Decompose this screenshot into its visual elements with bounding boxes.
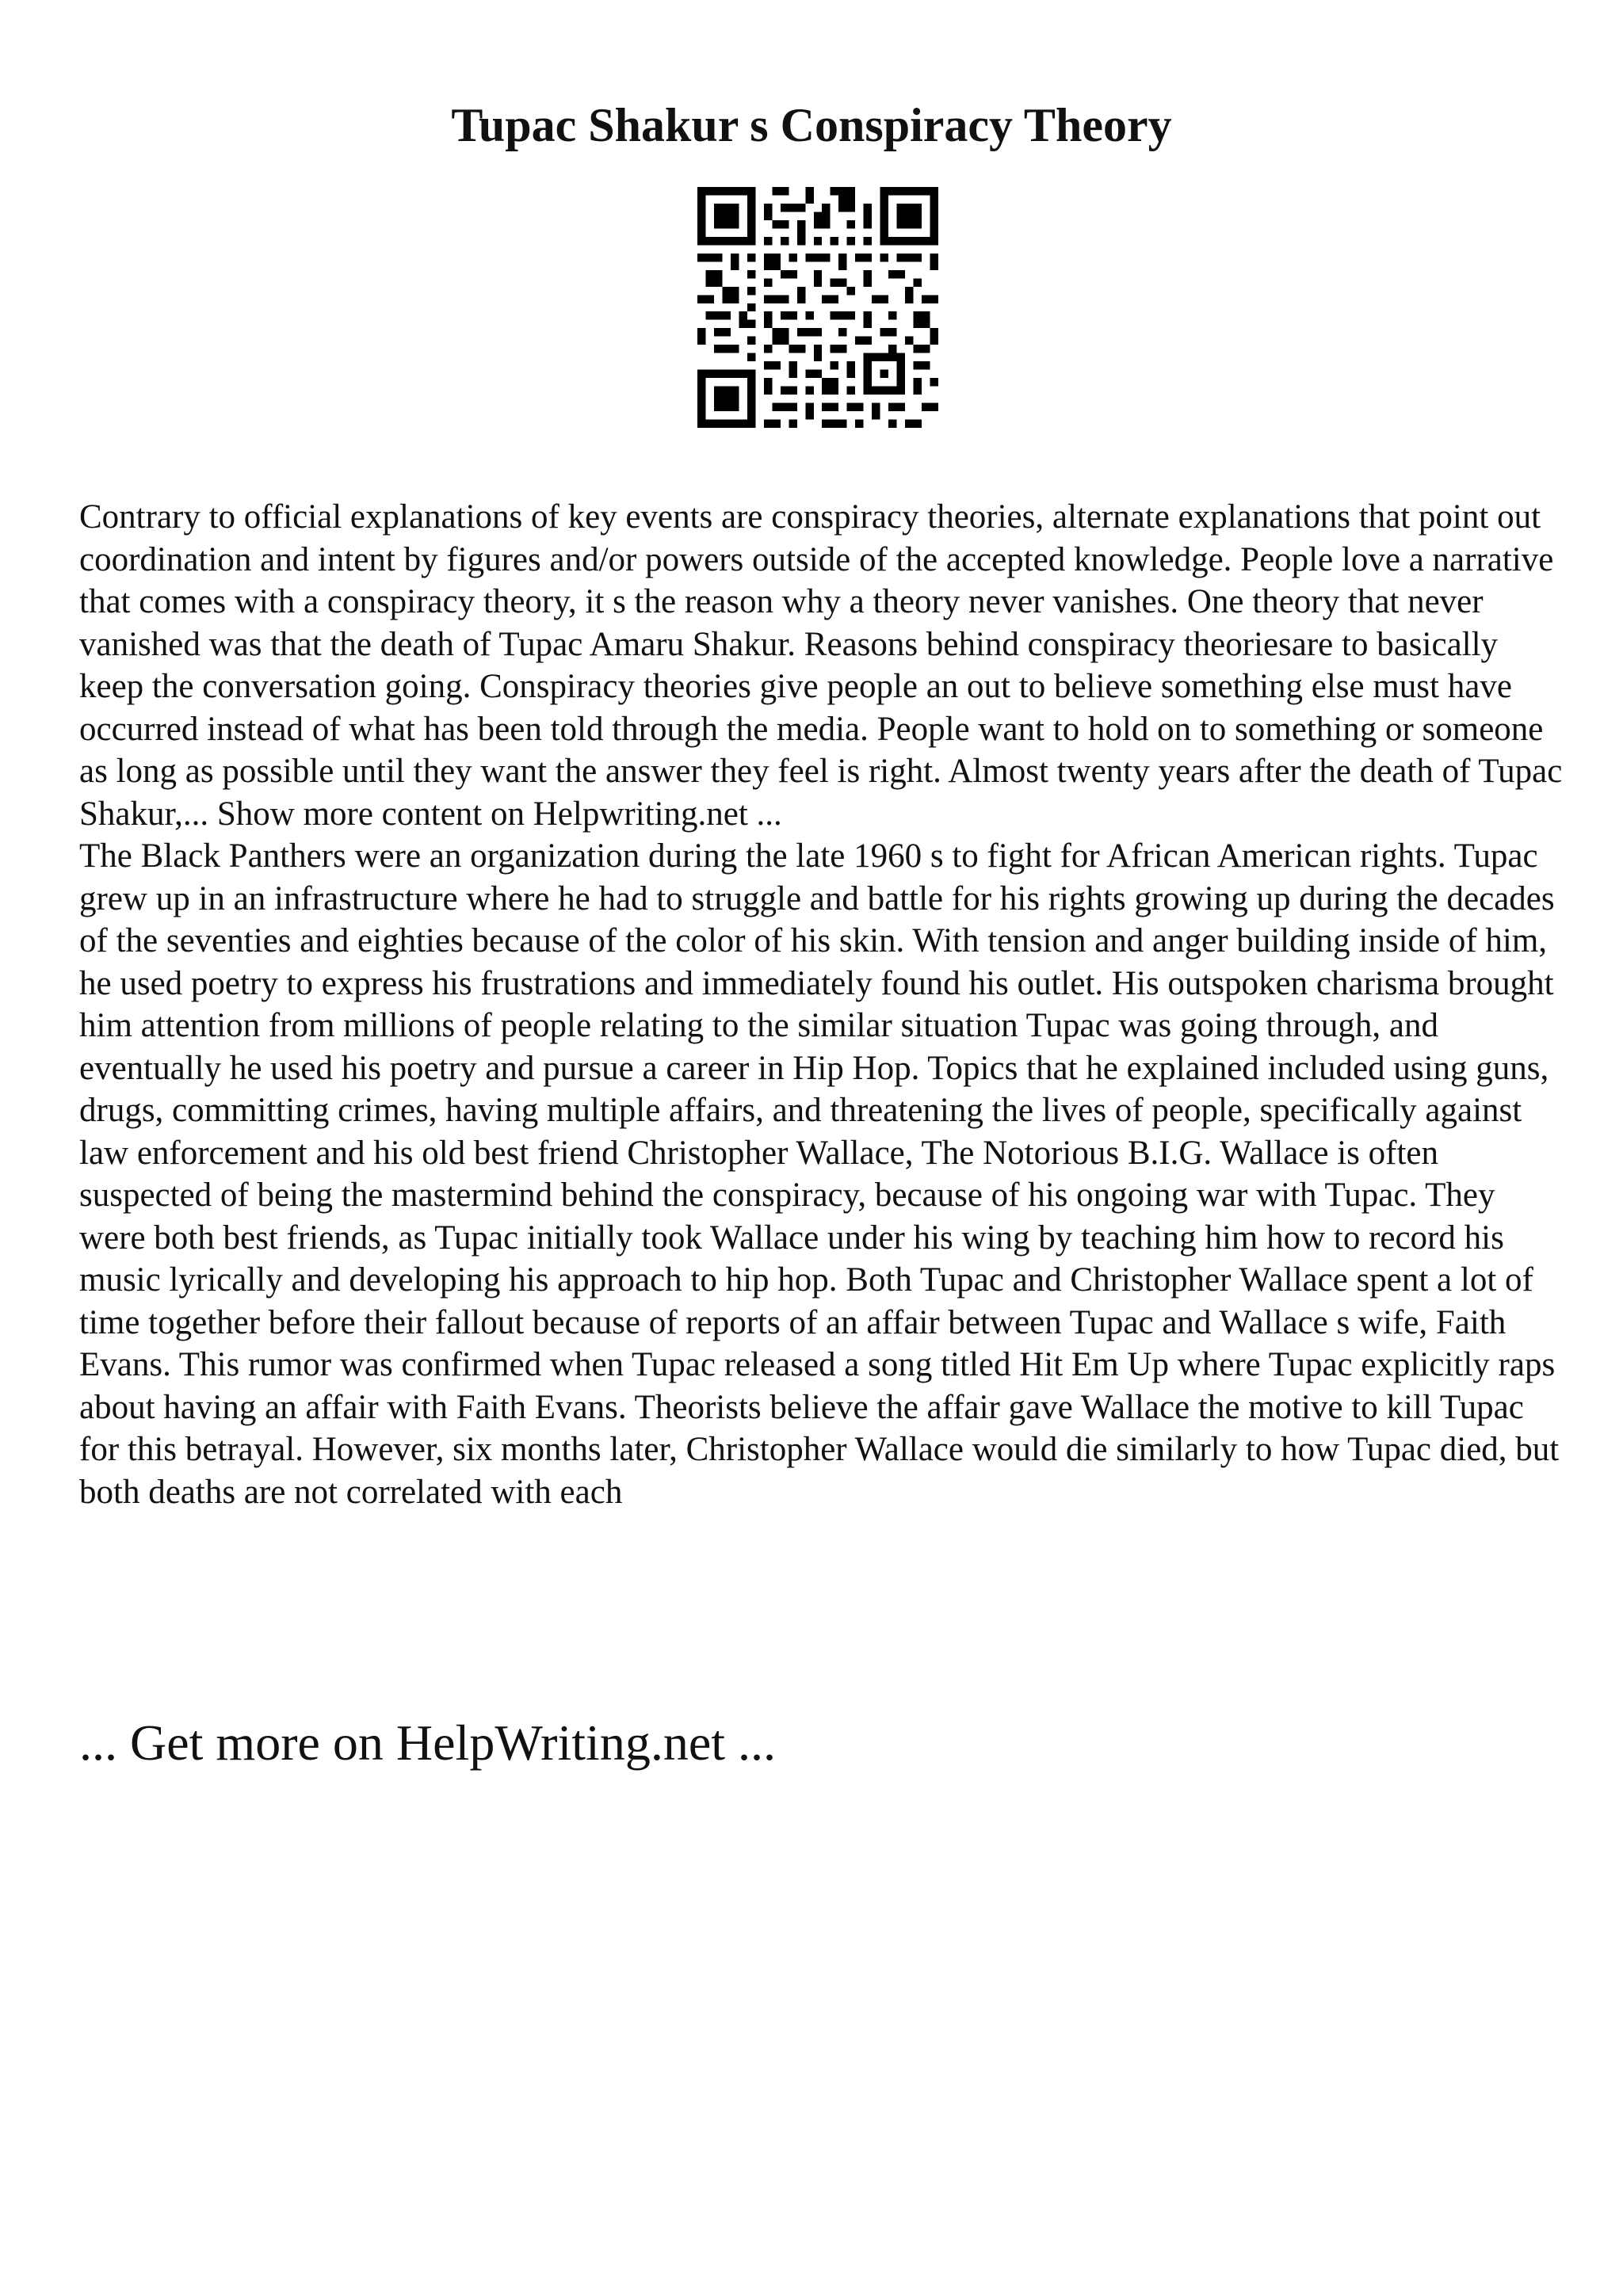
paragraph-main: The Black Panthers were an organization during the late 1960 s to fight for African American rights. Tupac grew up in an infrastructure where he had to struggle and battle for his rights growing up during the decades of the seventies and eighties because of the color of his skin. With tension and anger building inside of him, he used poetry to express his frustrations and immediately found his outlet. His outspoken charisma brought him attention from millions of people relating to the similar situation Tupac was going through, and eventually he used his poetry and pursue a career in Hip Hop. Topics that he explained included using guns, drugs, committing crimes, having multiple affairs, and threatening the lives of people, specifically against law enforcement and his old best friend Christopher Wallace, The Notorious B.I.G. Wallace is often suspected of being the mastermind behind the conspiracy, because of his ongoing war with Tupac. They were both best friends, as Tupac initially took Wallace under his wing by teaching him how to record his music lyrically and developing his approach to hip hop. Both Tupac and Christopher Wallace spent a lot of time together before their fallout because of reports of an affair between Tupac and Wallace s wife, Faith Evans. This rumor was confirmed when Tupac released a song titled Hit Em Up where Tupac explicitly raps about having an affair with Faith Evans. Theorists believe the affair gave Wallace the motive to kill Tupac for this betrayal. However, six months later, Christopher Wallace would die similarly to how Tupac died, but both deaths are not correlated with each (79, 837, 1560, 1511)
qr-code-graphic (697, 187, 938, 428)
article-body (79, 496, 1569, 1513)
document-title: Tupac Shakur s Conspiracy Theory (451, 99, 1172, 151)
qr-code-icon (697, 187, 938, 428)
paragraph-intro: Contrary to official explanations of key events are conspiracy theories, alternate explanations that point out coordination and intent by figures and/or powers outside of the accepted knowledge. People love a narrative that comes with a conspiracy theory, it s the reason why a theory never vanishes. One theory that never vanished was that the death of Tupac Amaru Shakur. Reasons behind conspiracy theoriesare to basically keep the conversation going. Conspiracy theories give people an out to believe something else must have occurred instead of what has been told through the media. People want to hold on to something or someone as long as possible until they want the answer they feel is right. Almost twenty years after the death of Tupac Shakur,... Show more content on Helpwriting.net ... (79, 498, 1563, 833)
get-more-link[interactable]: ... Get more on HelpWriting.net ... (79, 1714, 776, 1771)
